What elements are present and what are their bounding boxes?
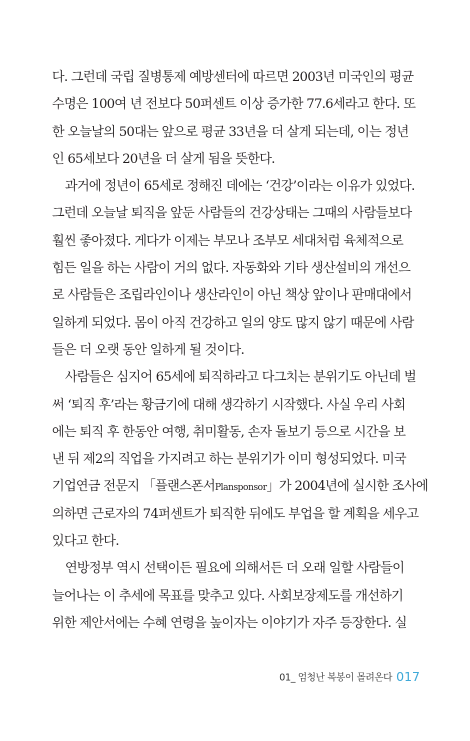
text-line: 과거에 정년이 65세로 정해진 데에는 ‘건강’이라는 이유가 있었다. xyxy=(65,179,415,195)
magazine-name-english: Plansponsor xyxy=(214,483,267,494)
text-line: 그런데 오늘날 퇴직을 앞둔 사람들의 건강상태는 그때의 사람들보다 xyxy=(52,206,412,222)
text-line: 연방정부 역시 선택이든 필요에 의해서든 더 오래 일할 사람들이 xyxy=(65,561,405,577)
paragraph-2 xyxy=(52,173,422,364)
paragraph-4 xyxy=(52,555,422,637)
text-line: 수명은 100여 년 전보다 50퍼센트 이상 증가한 77.6세라고 한다. 또 xyxy=(52,97,416,113)
text-line: 있다고 한다. xyxy=(52,534,119,550)
text-line xyxy=(52,473,428,500)
text-line: 한 오늘날의 50대는 앞으로 평균 33년을 더 살게 되는데, 이는 정년 xyxy=(52,124,409,140)
text-line: 인 65세보다 20년을 더 살게 됨을 뜻한다. xyxy=(52,151,275,167)
text-line: 써 ‘퇴직 후’라는 황금기에 대해 생각하기 시작했다. 사실 우리 사회 xyxy=(52,397,406,413)
paragraph-1 xyxy=(52,64,422,173)
text-line: 힘든 일을 하는 사람이 거의 없다. 자동화와 기타 생산설비의 개선으 xyxy=(52,261,411,277)
text-segment: 」가 2004년에 실시한 조사에 xyxy=(266,479,428,495)
text-line: 훨씬 좋아졌다. 게다가 이제는 부모나 조부모 세대처럼 육체적으로 xyxy=(52,233,404,249)
page-number: 017 xyxy=(396,669,420,684)
body-text xyxy=(52,64,428,637)
text-line: 의하면 근로자의 74퍼센트가 퇴직한 뒤에도 부업을 할 계획을 세우고 xyxy=(52,506,419,522)
text-line: 낸 뒤 제2의 직업을 가지려고 하는 분위기가 이미 형성되었다. 미국 xyxy=(52,452,406,468)
text-line: 들은 더 오랫 동안 일하게 될 것이다. xyxy=(52,342,245,358)
text-line: 늘어나는 이 추세에 목표를 맞추고 있다. 사회보장제도를 개선하기 xyxy=(52,588,404,604)
text-line: 로 사람들은 조립라인이나 생산라인이 아닌 책상 앞이나 판매대에서 xyxy=(52,288,412,304)
text-line: 에는 퇴직 후 한동안 여행, 취미활동, 손자 돌보기 등으로 시간을 보 xyxy=(52,424,406,440)
running-footer-chapter: 01_ 엄청난 복봉이 몰려온다 xyxy=(279,672,393,684)
text-segment: 기업연금 전문지 「플랜스폰서 xyxy=(52,479,215,495)
text-line: 일하게 되었다. 몸이 아직 건강하고 일의 양도 많지 않기 때문에 사람 xyxy=(52,315,414,331)
text-line: 사람들은 심지어 65세에 퇴직하라고 다그치는 분위기도 아닌데 벌 xyxy=(65,370,416,386)
page-footer xyxy=(0,666,420,685)
text-line: 다. 그런데 국립 질병통제 예방센터에 따르면 2003년 미국인의 평균 xyxy=(52,70,414,85)
paragraph-3 xyxy=(52,364,428,555)
text-line: 위한 제안서에는 수혜 연령을 높이자는 이야기가 자주 등장한다. 실 xyxy=(52,615,407,631)
